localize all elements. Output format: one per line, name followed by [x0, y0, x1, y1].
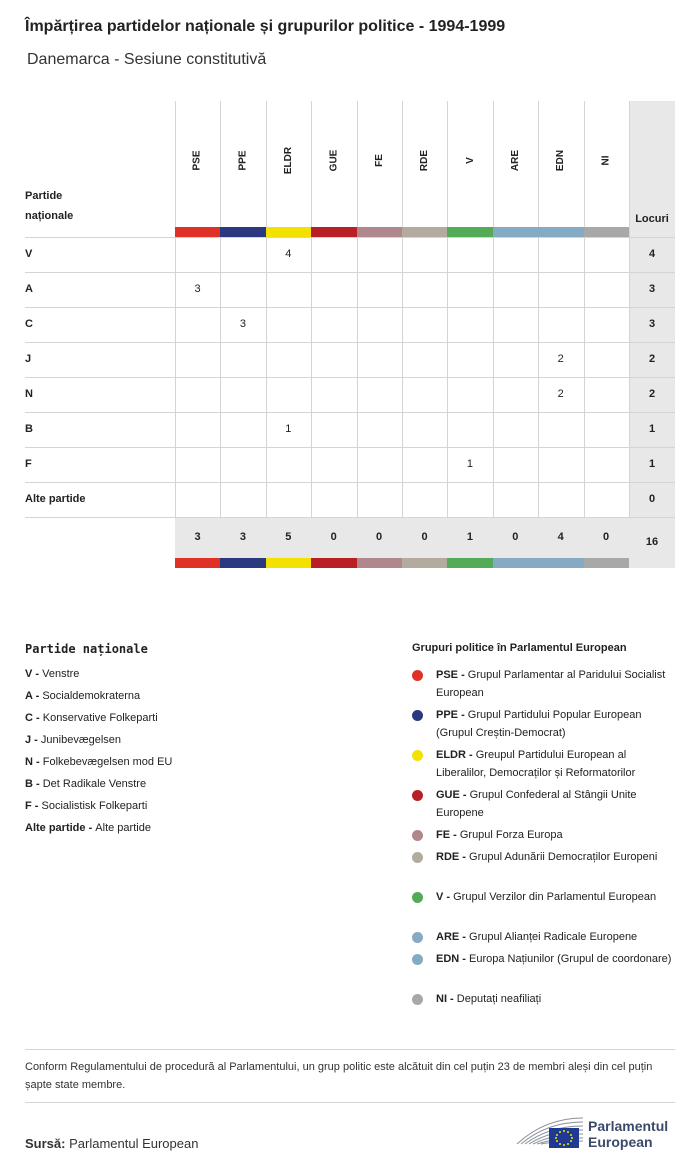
- row-party-label: V: [25, 248, 33, 260]
- group-header-label: RDE: [419, 149, 430, 171]
- row-divider: [25, 412, 675, 413]
- group-color-bar-top: [220, 227, 266, 237]
- legend-group-name: Grupul Forza Europa: [459, 829, 563, 841]
- row-divider: [25, 377, 675, 378]
- legend-separator: -: [32, 756, 43, 768]
- row-party-label: A: [25, 283, 33, 295]
- legend-party-item: [25, 734, 121, 746]
- legend-group-abbr: NI: [436, 993, 447, 1005]
- column-divider: [629, 101, 630, 517]
- group-header-edn: [538, 140, 583, 180]
- legend-group-text: [436, 786, 674, 822]
- legend-party-abbr: B: [25, 778, 33, 790]
- legend-party-abbr: F: [25, 800, 32, 812]
- row-seats: 3: [648, 318, 656, 330]
- legend-separator: -: [443, 891, 454, 903]
- group-total: 4: [557, 531, 564, 543]
- footnote: Conform Regulamentului de procedură al Parlamentului, un grup politic este alcătuit din cel puțin 23 de membri aleși din cel puțin șapte state membre.: [25, 1061, 653, 1091]
- legend-groups-title: Grupuri politice în Parlamentul European: [412, 642, 627, 654]
- logo-line1: Parlamentul: [588, 1118, 669, 1134]
- source-label: Sursă:: [25, 1136, 66, 1151]
- legend-party-item: [25, 800, 147, 812]
- legend-dot-icon: [412, 954, 423, 965]
- legend-parties-title: Partide naționale: [25, 642, 148, 656]
- legend-party-item: [25, 712, 158, 724]
- group-color-bar-top: [538, 227, 584, 237]
- legend-separator: -: [458, 669, 468, 681]
- group-header-gue: [311, 140, 356, 180]
- group-header-ni: [584, 140, 629, 180]
- legend-group-item: [412, 928, 674, 946]
- row-divider: [25, 517, 675, 518]
- group-color-bar-bottom: [175, 558, 221, 568]
- group-color-bar-bottom: [538, 558, 584, 568]
- group-color-bar-top: [311, 227, 357, 237]
- group-total: 5: [285, 531, 292, 543]
- group-color-bar-top: [493, 227, 539, 237]
- table-cell: 2: [557, 353, 564, 365]
- seats-column-header: Locuri: [635, 213, 669, 225]
- legend-group-item: [412, 990, 674, 1008]
- legend-party-name: Venstre: [42, 668, 80, 680]
- row-seats: 2: [648, 388, 656, 400]
- legend-group-text: [436, 888, 674, 906]
- row-seats: 3: [648, 283, 656, 295]
- legend-party-name: Junibevægelsen: [40, 734, 122, 746]
- group-total: 0: [421, 531, 428, 543]
- legend-dot-icon: [412, 670, 423, 681]
- page-title: Împărțirea partidelor naționale și grupurilor politice - 1994-1999: [25, 18, 506, 35]
- group-header-label: V: [464, 156, 476, 164]
- row-party-label: F: [25, 458, 32, 470]
- legend-group-name: Grupul Parlamentar al Paridului Socialist European: [436, 669, 666, 699]
- legend-group-text: [436, 826, 674, 844]
- legend-group-abbr: RDE: [436, 851, 460, 863]
- row-party-label: C: [25, 318, 33, 330]
- legend-group-text: [436, 990, 674, 1008]
- legend-group-abbr: GUE: [436, 789, 460, 801]
- legend-group-text: [436, 928, 674, 946]
- legend-group-item: [412, 888, 674, 906]
- legend-group-name: Grupul Adunării Democraților Europeni: [469, 851, 658, 863]
- legend-dot-icon: [412, 750, 423, 761]
- legend-group-name: Europa Națiunilor (Grupul de coordonare): [469, 953, 672, 965]
- legend-separator: -: [450, 829, 460, 841]
- row-divider: [25, 482, 675, 483]
- legend-separator: -: [31, 734, 41, 746]
- table-cell: 3: [194, 283, 201, 295]
- group-header-label: NI: [600, 155, 612, 165]
- group-color-bar-bottom: [311, 558, 357, 568]
- legend-separator: -: [459, 851, 470, 863]
- group-color-bar-bottom: [493, 558, 539, 568]
- row-divider: [25, 447, 675, 448]
- legend-group-name: Greupul Partidului European al Liberalilor, Democraților și Reformatorilor: [436, 749, 636, 779]
- group-total: 0: [376, 531, 383, 543]
- logo-text: [588, 1118, 668, 1150]
- legend-party-item: [25, 668, 79, 680]
- group-total: 0: [603, 531, 610, 543]
- group-color-bar-bottom: [357, 558, 403, 568]
- divider: [25, 1102, 675, 1103]
- legend-group-text: [436, 848, 674, 866]
- legend-group-item: [412, 848, 674, 866]
- legend-party-abbr: Alte partide: [25, 822, 86, 834]
- legend-party-abbr: J: [25, 734, 32, 746]
- legend-group-abbr: FE: [436, 829, 451, 841]
- group-total: 1: [466, 531, 473, 543]
- row-party-label: B: [25, 423, 33, 435]
- legend-separator: -: [458, 709, 468, 721]
- table-cell: 1: [285, 423, 292, 435]
- legend-group-text: [436, 950, 674, 968]
- party-header-line2: naționale: [25, 210, 74, 222]
- legend-dot-icon: [412, 892, 423, 903]
- group-header-label: ARE: [509, 149, 521, 171]
- grand-total: 16: [645, 536, 659, 548]
- row-party-label: J: [25, 353, 32, 365]
- group-header-rde: [402, 140, 447, 180]
- legend-group-name: Grupul Partidului Popular European (Grupul Creștin-Democrat): [436, 709, 642, 739]
- page-subtitle: Danemarca - Sesiune constitutivă: [27, 51, 267, 68]
- legend-party-item: [25, 778, 146, 790]
- row-divider: [25, 237, 675, 238]
- legend-separator: -: [447, 993, 457, 1005]
- legend-party-abbr: A: [25, 690, 33, 702]
- row-party-label: Alte partide: [25, 493, 86, 505]
- group-color-bar-top: [357, 227, 403, 237]
- legend-dot-icon: [412, 994, 423, 1005]
- legend-separator: -: [32, 690, 43, 702]
- group-header-pse: [175, 140, 220, 180]
- logo-line2: European: [588, 1134, 653, 1150]
- legend-separator: -: [459, 789, 470, 801]
- group-header-label: FE: [373, 153, 385, 167]
- group-header-label: ELDR: [282, 146, 294, 174]
- legend-dot-icon: [412, 710, 423, 721]
- legend-group-name: Grupul Alianței Radicale Europene: [469, 931, 638, 943]
- row-seats: 1: [648, 458, 656, 470]
- legend-dot-icon: [412, 852, 423, 863]
- party-header-line1: Partide: [25, 190, 63, 202]
- group-total: 0: [512, 531, 519, 543]
- legend-separator: -: [32, 668, 43, 680]
- legend-separator: -: [85, 822, 96, 834]
- legend-group-item: [412, 666, 674, 702]
- group-header-v: [447, 140, 492, 180]
- legend-group-name: Grupul Confederal al Stângii Unite Europene: [436, 789, 637, 819]
- row-party-label: N: [25, 388, 33, 400]
- legend-party-abbr: V: [25, 668, 33, 680]
- group-header-label: PPE: [237, 149, 249, 171]
- legend-party-name: Folkebevægelsen mod EU: [42, 756, 173, 768]
- source-value: Parlamentul European: [69, 1136, 199, 1151]
- legend-separator: -: [32, 778, 43, 790]
- legend-dot-icon: [412, 830, 423, 841]
- legend-party-abbr: N: [25, 756, 33, 768]
- group-color-bar-top: [584, 227, 630, 237]
- group-color-bar-bottom: [447, 558, 493, 568]
- legend-group-abbr: EDN: [436, 953, 460, 965]
- table-cell: 2: [557, 388, 564, 400]
- group-color-bar-bottom: [266, 558, 312, 568]
- source-line: [25, 1136, 198, 1151]
- group-color-bar-top: [402, 227, 448, 237]
- row-divider: [25, 272, 675, 273]
- legend-group-abbr: V: [436, 891, 444, 903]
- row-seats: 2: [648, 353, 656, 365]
- group-header-label: PSE: [191, 149, 203, 171]
- group-color-bar-top: [266, 227, 312, 237]
- row-divider: [25, 342, 675, 343]
- group-header-label: GUE: [328, 149, 340, 171]
- legend-party-name: Alte partide: [95, 822, 151, 834]
- legend-separator: -: [32, 712, 43, 724]
- row-seats: 4: [648, 248, 656, 260]
- group-color-bar-top: [447, 227, 493, 237]
- row-seats: 0: [648, 493, 656, 505]
- group-header-fe: [357, 140, 402, 180]
- legend-party-item: [25, 690, 140, 702]
- divider: [25, 1049, 675, 1050]
- group-total: 3: [194, 531, 201, 543]
- legend-group-abbr: ARE: [436, 931, 460, 943]
- table-cell: 1: [466, 458, 473, 470]
- legend-group-abbr: PPE: [436, 709, 459, 721]
- group-total: 0: [330, 531, 337, 543]
- legend-group-text: [436, 666, 674, 702]
- group-color-bar-bottom: [584, 558, 630, 568]
- group-header-are: [493, 140, 538, 180]
- group-header-label: EDN: [555, 149, 567, 171]
- legend-group-name: Deputați neafiliați: [456, 993, 542, 1005]
- table-cell: 3: [239, 318, 246, 330]
- legend-separator: -: [31, 800, 42, 812]
- legend-party-name: Socialistisk Folkeparti: [41, 800, 148, 812]
- group-total: 3: [239, 531, 246, 543]
- group-color-bar-bottom: [220, 558, 266, 568]
- legend-dot-icon: [412, 790, 423, 801]
- group-color-bar-top: [175, 227, 221, 237]
- legend-party-item: [25, 756, 172, 768]
- legend-separator: -: [465, 749, 476, 761]
- group-color-bar-bottom: [402, 558, 448, 568]
- table-cell: 4: [285, 248, 292, 260]
- legend-group-abbr: ELDR: [436, 749, 466, 761]
- legend-group-item: [412, 826, 674, 844]
- legend-group-text: [436, 706, 674, 742]
- legend-party-item: [25, 822, 151, 834]
- party-column-header: [25, 186, 73, 226]
- legend-group-item: [412, 950, 674, 968]
- legend-party-abbr: C: [25, 712, 33, 724]
- row-divider: [25, 307, 675, 308]
- row-seats: 1: [648, 423, 656, 435]
- legend-separator: -: [459, 931, 470, 943]
- legend-group-item: [412, 746, 674, 782]
- legend-group-name: Grupul Verzilor din Parlamentul European: [453, 891, 657, 903]
- legend-party-name: Socialdemokraterna: [42, 690, 141, 702]
- legend-dot-icon: [412, 932, 423, 943]
- legend-party-name: Det Radikale Venstre: [42, 778, 147, 790]
- legend-group-abbr: PSE: [436, 669, 459, 681]
- legend-group-text: [436, 746, 674, 782]
- legend-group-item: [412, 706, 674, 742]
- legend-group-item: [412, 786, 674, 822]
- group-header-ppe: [220, 140, 265, 180]
- legend-separator: -: [459, 953, 470, 965]
- legend-party-name: Konservative Folkeparti: [42, 712, 158, 724]
- group-header-eldr: [266, 140, 311, 180]
